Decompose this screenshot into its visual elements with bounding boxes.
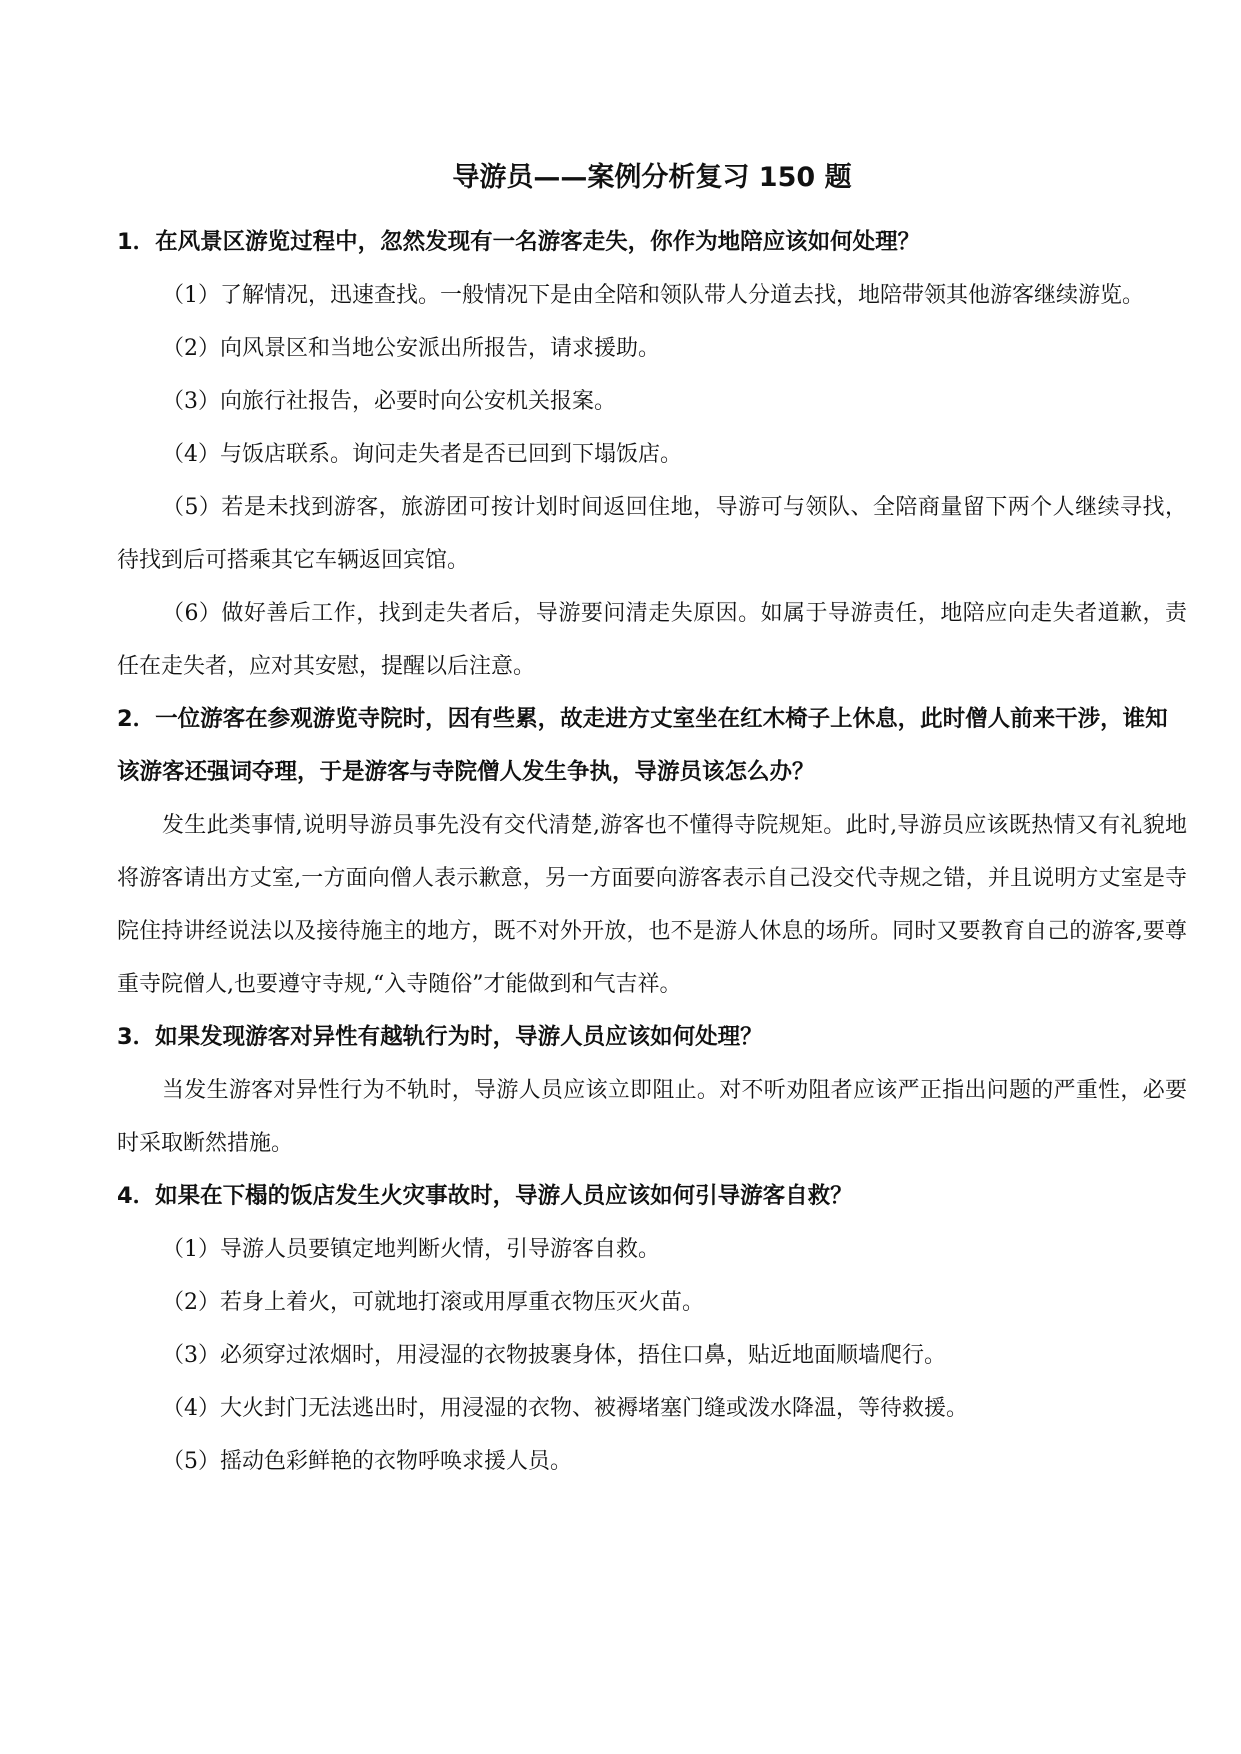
answer-paragraph: （3）必须穿过浓烟时，用浸湿的衣物披裹身体，捂住口鼻，贴近地面顺墙爬行。 [162, 1343, 946, 1368]
question-heading: 2．一位游客在参观游览寺院时，因有些累，故走进方丈室坐在红木椅子上休息，此时僧人前来干涉，谁知该游客还强词夺理，于是游客与寺院僧人发生争执，导游员该怎么办？ [117, 706, 1168, 785]
answer-paragraph: （4）大火封门无法逃出时，用浸湿的衣物、被褥堵塞门缝或泼水降温，等待救援。 [162, 1396, 968, 1421]
answer-paragraph: （6）做好善后工作，找到走失者后，导游要问清走失原因。如属于导游责任，地陪应向走失者道歉，责任在走失者，应对其安慰，提醒以后注意。 [117, 601, 1187, 679]
answer-paragraph: （5）若是未找到游客，旅游团可按计划时间返回住地，导游可与领队、全陪商量留下两个人继续寻找，待找到后可搭乘其它车辆返回宾馆。 [117, 495, 1187, 573]
section-3 [117, 1011, 1187, 1170]
answer-paragraph: （1）导游人员要镇定地判断火情，引导游客自救。 [162, 1237, 660, 1262]
section-1 [117, 216, 1187, 693]
answer-paragraph: （4）与饭店联系。询问走失者是否已回到下塌饭店。 [162, 442, 682, 467]
answer-paragraph: 发生此类事情,说明导游员事先没有交代清楚,游客也不懂得寺院规矩。此时,导游员应该既热情又有礼貌地将游客请出方丈室,一方面向僧人表示歉意，另一方面要向游客表示自己没交代寺规之错，并且说明方丈室是寺院住持讲经说法以及接待施主的地方，既不对外开放，也不是游人休息的场所。同时又要教育自己的游客,要尊重寺院僧人,也要遵守寺规,“入寺随俗”才能做到和气吉祥。 [117, 813, 1187, 997]
answer-paragraph: （2）若身上着火，可就地打滚或用厚重衣物压灭火苗。 [162, 1290, 704, 1315]
answer-paragraph: （1）了解情况，迅速查找。一般情况下是由全陪和领队带人分道去找，地陪带领其他游客继续游览。 [162, 283, 1145, 308]
document-title: 导游员——案例分析复习 150 题 [452, 162, 852, 193]
section-4 [117, 1170, 1187, 1488]
question-heading: 4．如果在下榻的饭店发生火灾事故时，导游人员应该如何引导游客自救？ [117, 1183, 853, 1209]
answer-paragraph: 当发生游客对异性行为不轨时，导游人员应该立即阻止。对不听劝阻者应该严正指出问题的严重性，必要时采取断然措施。 [117, 1078, 1187, 1156]
answer-paragraph: （2）向风景区和当地公安派出所报告，请求援助。 [162, 336, 660, 361]
section-2 [117, 693, 1187, 1011]
question-heading: 3．如果发现游客对异性有越轨行为时，导游人员应该如何处理？ [117, 1024, 763, 1050]
answer-paragraph: （5）摇动色彩鲜艳的衣物呼唤求援人员。 [162, 1449, 572, 1474]
question-heading: 1．在风景区游览过程中，忽然发现有一名游客走失，你作为地陪应该如何处理？ [117, 229, 921, 255]
answer-paragraph: （3）向旅行社报告，必要时向公安机关报案。 [162, 389, 616, 414]
